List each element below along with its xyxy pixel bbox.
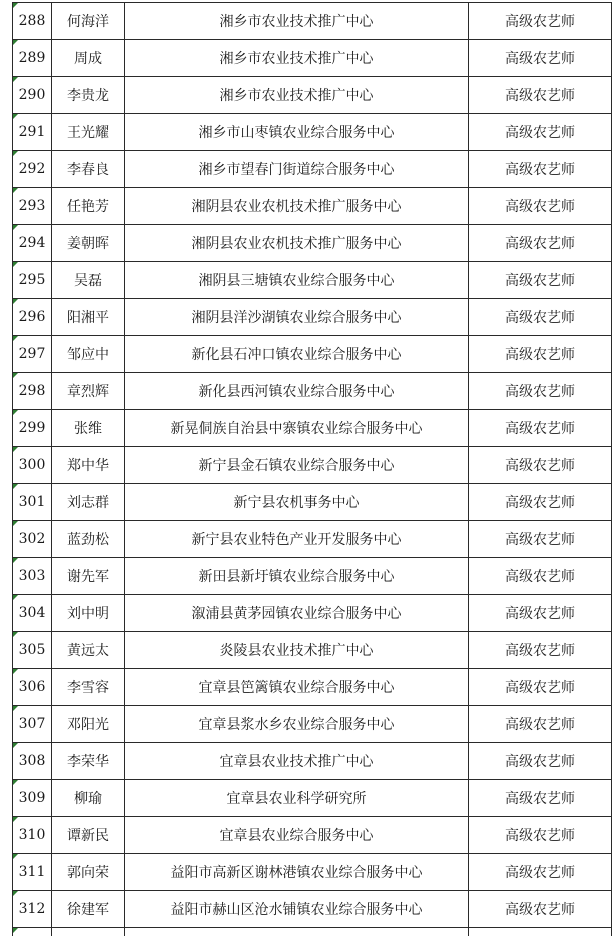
table-row [13,632,612,669]
professional-title: 高级农艺师 [469,40,612,77]
person-name: 吴磊 [52,262,125,299]
professional-title: 高级农艺师 [469,225,612,262]
table-row [13,854,612,891]
professional-title: 高级农艺师 [469,114,612,151]
person-name: 姜朝晖 [52,225,125,262]
organization: 湘乡市农业技术推广中心 [125,3,469,40]
professional-title: 高级农艺师 [469,373,612,410]
table-row [13,262,612,299]
organization: 新化县西河镇农业综合服务中心 [125,373,469,410]
person-name: 邓阳光 [52,706,125,743]
organization: 新化县石冲口镇农业综合服务中心 [125,336,469,373]
professional-title-empty [469,928,612,936]
person-name: 郑中华 [52,447,125,484]
table-row [13,780,612,817]
organization: 宜章县农业科学研究所 [125,780,469,817]
professional-title: 高级农艺师 [469,854,612,891]
row-number-empty [13,928,52,936]
person-name: 蓝劲松 [52,521,125,558]
table-body [13,3,612,936]
person-name: 邹应中 [52,336,125,373]
table-row [13,3,612,40]
row-number: 311 [13,854,52,891]
row-number: 309 [13,780,52,817]
professional-title: 高级农艺师 [469,484,612,521]
organization: 湘乡市望春门街道综合服务中心 [125,151,469,188]
organization: 湘乡市农业技术推广中心 [125,40,469,77]
organization: 益阳市高新区谢林港镇农业综合服务中心 [125,854,469,891]
table-row [13,188,612,225]
row-number: 302 [13,521,52,558]
row-number: 310 [13,817,52,854]
row-number: 300 [13,447,52,484]
person-name: 李雪容 [52,669,125,706]
person-name: 何海洋 [52,3,125,40]
row-number: 297 [13,336,52,373]
professional-title: 高级农艺师 [469,780,612,817]
professional-title: 高级农艺师 [469,151,612,188]
table-row [13,336,612,373]
row-number: 295 [13,262,52,299]
table-row-partial [13,928,612,936]
row-number: 312 [13,891,52,928]
table-row [13,484,612,521]
professional-title: 高级农艺师 [469,77,612,114]
person-name: 任艳芳 [52,188,125,225]
organization: 宜章县农业技术推广中心 [125,743,469,780]
organization: 新宁县金石镇农业综合服务中心 [125,447,469,484]
organization: 湘乡市农业技术推广中心 [125,77,469,114]
table-row [13,40,612,77]
professional-title: 高级农艺师 [469,632,612,669]
table-row [13,669,612,706]
table-row [13,521,612,558]
table-row [13,373,612,410]
organization: 宜章县农业综合服务中心 [125,817,469,854]
organization: 湘阴县农业农机技术推广服务中心 [125,188,469,225]
organization: 宜章县笆篱镇农业综合服务中心 [125,669,469,706]
person-name: 柳瑜 [52,780,125,817]
organization: 炎陵县农业技术推广中心 [125,632,469,669]
row-number: 296 [13,299,52,336]
table-row [13,299,612,336]
organization: 新宁县农业特色产业开发服务中心 [125,521,469,558]
person-name: 谭新民 [52,817,125,854]
organization: 宜章县浆水乡农业综合服务中心 [125,706,469,743]
organization: 湘乡市山枣镇农业综合服务中心 [125,114,469,151]
table-row [13,743,612,780]
row-number: 290 [13,77,52,114]
row-number: 298 [13,373,52,410]
organization: 湘阴县三塘镇农业综合服务中心 [125,262,469,299]
professional-title: 高级农艺师 [469,299,612,336]
person-name: 李春良 [52,151,125,188]
organization: 益阳市赫山区沧水铺镇农业综合服务中心 [125,891,469,928]
row-number: 308 [13,743,52,780]
person-name: 李荣华 [52,743,125,780]
table-row [13,151,612,188]
table-row [13,77,612,114]
person-name: 周成 [52,40,125,77]
personnel-table [12,2,612,936]
organization: 新晃侗族自治县中寨镇农业综合服务中心 [125,410,469,447]
row-number: 299 [13,410,52,447]
person-name: 阳湘平 [52,299,125,336]
table-row [13,817,612,854]
row-number: 288 [13,3,52,40]
professional-title: 高级农艺师 [469,3,612,40]
person-name-empty [52,928,125,936]
organization: 湘阴县洋沙湖镇农业综合服务中心 [125,299,469,336]
person-name: 徐建军 [52,891,125,928]
professional-title: 高级农艺师 [469,521,612,558]
row-number: 306 [13,669,52,706]
professional-title: 高级农艺师 [469,743,612,780]
table-row [13,410,612,447]
person-name: 李贵龙 [52,77,125,114]
person-name: 郭向荣 [52,854,125,891]
row-number: 307 [13,706,52,743]
person-name: 王光耀 [52,114,125,151]
organization-empty [125,928,469,936]
professional-title: 高级农艺师 [469,595,612,632]
table-row [13,891,612,928]
professional-title: 高级农艺师 [469,336,612,373]
row-number: 293 [13,188,52,225]
person-name: 刘志群 [52,484,125,521]
row-number: 291 [13,114,52,151]
person-name: 黄远太 [52,632,125,669]
professional-title: 高级农艺师 [469,669,612,706]
table-row [13,595,612,632]
person-name: 刘中明 [52,595,125,632]
organization: 新宁县农机事务中心 [125,484,469,521]
person-name: 张维 [52,410,125,447]
professional-title: 高级农艺师 [469,447,612,484]
professional-title: 高级农艺师 [469,891,612,928]
table-row [13,114,612,151]
table-row [13,225,612,262]
professional-title: 高级农艺师 [469,410,612,447]
professional-title: 高级农艺师 [469,706,612,743]
organization: 溆浦县黄茅园镇农业综合服务中心 [125,595,469,632]
person-name: 谢先军 [52,558,125,595]
professional-title: 高级农艺师 [469,188,612,225]
table-row [13,447,612,484]
table-row [13,706,612,743]
table-row [13,558,612,595]
person-name: 章烈辉 [52,373,125,410]
professional-title: 高级农艺师 [469,262,612,299]
row-number: 289 [13,40,52,77]
organization: 新田县新圩镇农业综合服务中心 [125,558,469,595]
row-number: 303 [13,558,52,595]
organization: 湘阴县农业农机技术推广服务中心 [125,225,469,262]
row-number: 294 [13,225,52,262]
row-number: 304 [13,595,52,632]
professional-title: 高级农艺师 [469,558,612,595]
professional-title: 高级农艺师 [469,817,612,854]
row-number: 301 [13,484,52,521]
row-number: 292 [13,151,52,188]
row-number: 305 [13,632,52,669]
